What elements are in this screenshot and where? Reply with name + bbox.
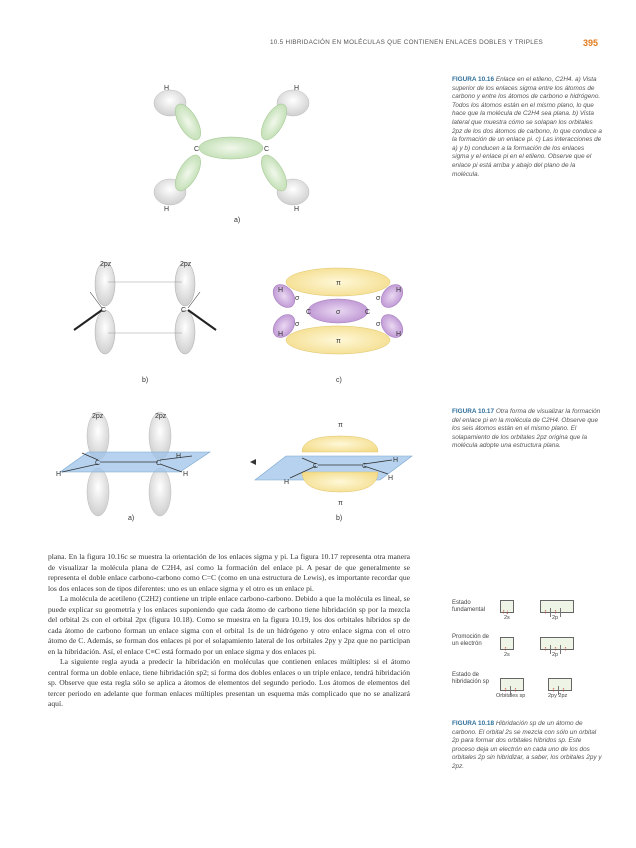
electron: ↑ — [563, 646, 568, 653]
atom-h: H — [294, 206, 300, 213]
caption-text: Hibridación sp de un átomo de carbono. El orbital 2s se mezcla con sólo un orbital 2p para formar dos orbitales híbridos sp. Este proceso deja un electrón en cada uno de los dos orbitales 2p sin hibridizar, a saber, los orbitales 2py y 2pz. — [452, 720, 602, 770]
orbital-box-2p — [548, 678, 572, 694]
atom-h: H — [56, 471, 62, 478]
atom-c: C — [181, 307, 187, 314]
orbital-box-2s — [500, 600, 514, 616]
state-label: Estado de hibridación sp — [452, 672, 490, 686]
orbital-label: 2p — [552, 615, 559, 621]
atom-c: C — [156, 460, 162, 467]
panel-label-a: a) — [128, 515, 135, 522]
atom-c: C — [264, 146, 270, 153]
orbital-2pz: 2pz — [92, 413, 104, 420]
caption-text: Otra forma de visualizar la formación del enlace pi en la molécula de C2H4. Observe que los seis átomos están en el mismo plano. El solapamiento de los orbitales 2pz origina que la molécula adopte una estructura plana. — [452, 408, 601, 450]
atom-c: C — [306, 309, 312, 316]
electron: ↑ — [561, 687, 566, 694]
panel-label-a: a) — [234, 217, 241, 224]
pi-label: π — [336, 338, 341, 345]
orbital-label: 2s — [504, 615, 510, 621]
figure-10-16-10-17 — [40, 60, 450, 560]
atom-h: H — [164, 206, 170, 213]
running-title: 10.5 HIBRIDACIÓN EN MOLÉCULAS QUE CONTIENEN ENLACES DOBLES Y TRIPLES — [270, 39, 544, 46]
atom-h: H — [164, 85, 170, 92]
2pz-lobe — [95, 262, 115, 306]
2pz-lobe — [175, 262, 195, 306]
2pz-lobe — [149, 468, 171, 516]
fig16-panel-c — [269, 268, 408, 384]
electron: ↑ — [501, 686, 511, 695]
pi-label: π — [338, 422, 343, 429]
figure-10-16-caption — [452, 76, 602, 179]
atom-c: C — [194, 146, 200, 153]
orbital-label: Orbitales sp — [496, 693, 526, 699]
atom-h: H — [284, 479, 290, 486]
sigma-label: σ — [376, 295, 381, 302]
fig17-panel-b — [250, 422, 412, 522]
atom-c: C — [365, 309, 371, 316]
pi-label: π — [336, 280, 341, 287]
electron: ↑ — [503, 646, 508, 653]
page-number: 395 — [582, 38, 598, 48]
pi-label: π — [338, 500, 343, 507]
electron: ↑ — [541, 608, 551, 617]
page-header — [270, 39, 600, 51]
panel-label-b: b) — [142, 377, 149, 384]
figure-10-17-caption — [452, 408, 602, 451]
fig17-panel-a — [56, 412, 210, 522]
orbital-box-2s — [500, 637, 514, 653]
caption-label: FIGURA 10.16 — [452, 76, 495, 83]
orbital-box-2p — [540, 600, 574, 616]
electron: ↑ — [551, 608, 561, 617]
body-text — [48, 552, 410, 710]
atom-c: C — [95, 460, 101, 467]
panel-label-b: b) — [336, 515, 343, 522]
2pz-lobe — [87, 468, 109, 516]
orbital-box-2p — [540, 637, 574, 653]
pi-lobe-top — [302, 436, 378, 452]
figure-10-18 — [452, 592, 602, 712]
atom-h: H — [388, 475, 394, 482]
orbital-2pz: 2pz — [180, 261, 192, 268]
electron: ↑ — [551, 645, 561, 654]
atom-h: H — [176, 453, 182, 460]
caption-text: Enlace en el etileno, C2H4. a) Vista superior de los enlaces sigma entre los átomos de carbono y entre los átomos de carbono e hidrógeno. Todos los átomos están en el mismo plano, lo que hace que la molécula de C2H4 sea plana. b) Vista lateral que muestra cómo se solapan los orbitales 2pz de los dos átomos de carbono, lo que conduce a la formación de un enlace pi. c) Las interacciones de a) y b) conducen a la formación de los enlaces sigma y el enlace pi en el etileno. Observe que el enlace pi está arriba y abajo del plano de la molécula. — [452, 76, 602, 178]
state-label: Estado fundamental — [452, 600, 486, 614]
pi-lobe-bottom — [302, 472, 378, 492]
atom-h: H — [278, 287, 284, 294]
2pz-lobe — [95, 310, 115, 354]
atom-h: H — [294, 85, 300, 92]
sigma-label: σ — [376, 321, 381, 328]
sigma-label: σ — [295, 295, 300, 302]
orbital-label: 2py 2pz — [548, 693, 568, 699]
caption-label: FIGURA 10.18 — [452, 720, 495, 727]
atom-c: C — [313, 463, 319, 470]
2pz-lobe — [175, 310, 195, 354]
orbital-2pz: 2pz — [100, 261, 112, 268]
sigma-label: σ — [336, 309, 341, 316]
fig16-panel-a — [154, 85, 309, 224]
paragraph: La siguiente regla ayuda a predecir la hibridación en moléculas que contienen enlaces múltiples: si el átomo central forma un doble enlace, tiene hibridación sp2; si forma dos dobles enlaces o un triple enlace, tendrá hibridación sp. Observe que esta regla sólo se aplica a átomos de elementos del segundo periodo. Los átomos de elementos del tercer periodo en adelante que forman enlaces múltiples presentan un esquema más complicado que no se analizará aquí. — [48, 657, 410, 708]
caption-label: FIGURA 10.17 — [452, 408, 495, 415]
atom-h: H — [278, 331, 284, 338]
paragraph: plana. En la figura 10.16c se muestra la orientación de los enlaces sigma y pi. La figura 10.17 representa otra manera de visualizar la molécula plana de C2H4, así como la formación del enlace pi. A pesar de que generalmente se representa el doble enlace carbono-carbono como C=C (como en una estructura de Lewis), es importante recordar que los dos enlaces son de tipos diferentes: uno es un enlace sigma y el otro es un enlace pi. — [48, 552, 410, 593]
electron: ↑ — [549, 686, 559, 695]
fig16-panel-b — [74, 261, 216, 384]
arrow-icon — [250, 459, 256, 465]
atom-c: C — [362, 463, 368, 470]
atom-h: H — [396, 331, 402, 338]
orbital-box-sp — [500, 678, 524, 694]
sigma-cc-orbital — [199, 137, 263, 159]
electron-pair: ↑↓ — [502, 609, 509, 616]
electron: ↑ — [513, 687, 518, 694]
atom-h: H — [393, 457, 399, 464]
orbital-label: 2s — [504, 652, 510, 658]
atom-h: H — [396, 287, 402, 294]
panel-label-c: c) — [336, 377, 342, 384]
orbital-2pz: 2pz — [155, 413, 167, 420]
orbital-label: 2p — [552, 652, 559, 658]
sigma-label: σ — [295, 321, 300, 328]
atom-h: H — [183, 471, 189, 478]
electron: ↑ — [541, 645, 551, 654]
atom-c: C — [101, 307, 107, 314]
state-label: Promoción de un electrón — [452, 634, 490, 648]
paragraph: La molécula de acetileno (C2H2) contiene un triple enlace carbono-carbono. Debido a que la molécula es lineal, se puede explicar su geometría y los enlaces suponiendo que cada átomo de carbono tiene hibridación sp por la mezcla del orbital 2s con el orbital 2px (figura 10.18). Como se muestra en la figura 10.19, los dos orbitales híbridos sp de cada átomo de carbono forman un enlace sigma con el orbital 1s de un hidrógeno y otro enlace sigma con el otro átomo de C. Además, se forman dos enlaces pi por el solapamiento lateral de los orbitales 2py y 2pz que no participan en la hibridación. Así, el enlace C≡C está formado por un enlace sigma y dos enlaces pi. — [48, 594, 410, 656]
figure-10-18-caption — [452, 720, 602, 772]
